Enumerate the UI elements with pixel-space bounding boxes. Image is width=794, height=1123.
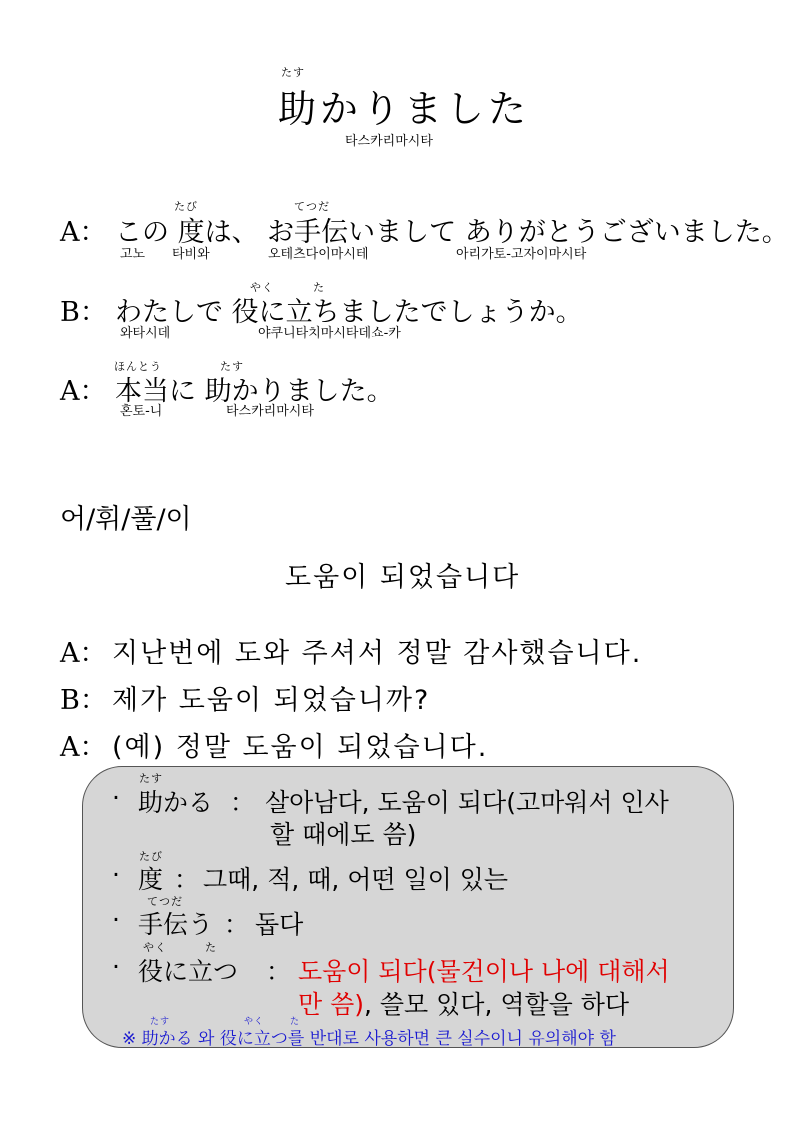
vocab-3-ruby: てつだ bbox=[147, 895, 183, 908]
dialogue-2-text: わたしで 役に立ちましたでしょうか。 bbox=[115, 297, 583, 328]
vocab-3-term: 手伝う bbox=[138, 910, 214, 939]
dialogue-1-text: この 度は、 お手伝いまして ありがとうございました。 bbox=[115, 217, 789, 248]
dialogue-2-reading-2: 야쿠니타치마시타데쇼-카 bbox=[258, 326, 401, 341]
dialogue-3-reading-2: 타스카리마시타 bbox=[226, 404, 314, 419]
vocab-2-def1: 그때, 적, 때, 어떤 일이 있는 bbox=[203, 865, 509, 894]
vocab-note: ※ 助かる 와 役に立つ를 반대로 사용하면 큰 실수이니 유의해야 함 bbox=[122, 1029, 616, 1049]
vocab-2-ruby: たび bbox=[139, 850, 163, 863]
dialogue-1-ruby-2: てつだ bbox=[294, 200, 330, 213]
dialogue-1-ruby-1: たび bbox=[174, 200, 198, 213]
translation-3-text: (예) 정말 도움이 되었습니다. bbox=[112, 732, 489, 763]
dialogue-1-speaker: A： bbox=[60, 217, 107, 248]
translation-3-speaker: A： bbox=[60, 732, 107, 763]
dialogue-3-ruby-1: ほんとう bbox=[114, 360, 162, 373]
dialogue-1-reading-2: 타비와 bbox=[172, 247, 210, 262]
vocab-2-sep: ： bbox=[174, 865, 200, 894]
vocab-1-def2: 할 때에도 씀) bbox=[270, 820, 417, 849]
translation-1-speaker: A： bbox=[60, 638, 107, 669]
vocab-1-sep: ： bbox=[230, 788, 256, 817]
vocab-3-def1: 돕다 bbox=[255, 910, 304, 939]
vocab-1-bullet: · bbox=[112, 783, 120, 812]
title-ruby: たす bbox=[281, 66, 305, 79]
dialogue-1-reading-1: 고노 bbox=[120, 247, 146, 262]
dialogue-2-reading-1: 와타시데 bbox=[120, 326, 171, 341]
page-title: 助かりました bbox=[278, 87, 531, 131]
vocab-1-ruby: たす bbox=[139, 772, 163, 785]
vocab-3-sep: ： bbox=[224, 910, 250, 939]
dialogue-2-speaker: B： bbox=[60, 297, 107, 328]
vocab-4-sep: ： bbox=[266, 957, 292, 986]
vocab-2-bullet: · bbox=[112, 860, 120, 889]
dialogue-3-reading-1: 혼토-니 bbox=[120, 404, 163, 419]
vocab-4-bullet: · bbox=[112, 952, 120, 981]
vocab-4-def2 bbox=[298, 985, 629, 1021]
vocab-4-def2-rest: , 쓸모 있다, 역할을 하다 bbox=[364, 990, 630, 1019]
dialogue-1-reading-3: 오테츠다이마시테 bbox=[268, 247, 369, 262]
note-ruby-2: やく bbox=[244, 1017, 265, 1027]
note-ruby-1: たす bbox=[150, 1017, 171, 1027]
vocab-heading: 어/휘/풀/이 bbox=[60, 504, 192, 535]
translation-title: 도움이 되었습니다 bbox=[285, 562, 521, 593]
note-ruby-3: た bbox=[290, 1017, 301, 1027]
vocab-2-term: 度 bbox=[138, 865, 164, 894]
dialogue-3-text: 本当に 助かりました。 bbox=[115, 376, 394, 407]
title-reading: 타스카리마시타 bbox=[345, 134, 433, 149]
vocab-1-def1: 살아남다, 도움이 되다(고마워서 인사 bbox=[265, 788, 669, 817]
vocab-4-ruby-2: た bbox=[205, 941, 217, 954]
translation-1-text: 지난번에 도와 주셔서 정말 감사했습니다. bbox=[112, 638, 643, 669]
vocab-4-term: 役に立つ bbox=[138, 957, 239, 986]
dialogue-1-reading-4: 아리가토-고자이마시타 bbox=[456, 247, 587, 262]
dialogue-2-ruby-1: やく bbox=[250, 281, 274, 294]
vocab-4-def2-emphasis: 만 씀) bbox=[298, 990, 365, 1019]
vocab-1-term: 助かる bbox=[138, 788, 214, 817]
dialogue-3-ruby-2: たす bbox=[220, 360, 244, 373]
translation-2-text: 제가 도움이 되었습니까? bbox=[112, 685, 431, 716]
vocab-3-bullet: · bbox=[112, 905, 120, 934]
vocab-4-ruby-1: やく bbox=[143, 941, 167, 954]
translation-2-speaker: B： bbox=[60, 685, 107, 716]
dialogue-3-speaker: A： bbox=[60, 376, 107, 407]
dialogue-2-ruby-2: た bbox=[313, 281, 325, 294]
vocab-4-def1: 도움이 되다(물건이나 나에 대해서 bbox=[298, 957, 670, 986]
